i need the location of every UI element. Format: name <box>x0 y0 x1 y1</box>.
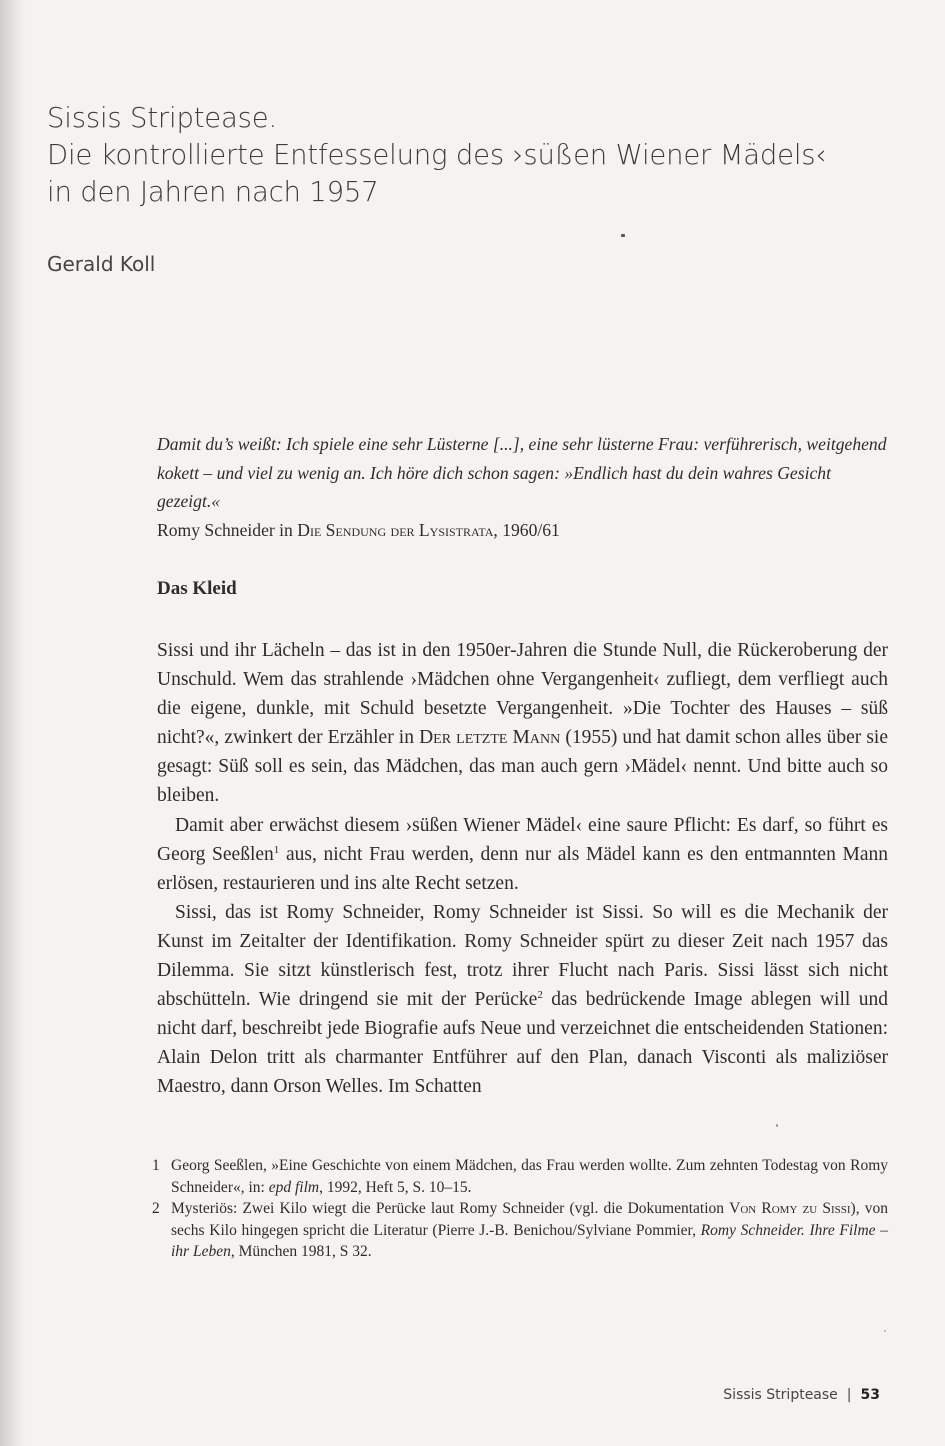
paragraph-text: Sissi, das ist Romy Schneider, Romy Schneider ist Sissi. So will es die Mechanik der Kunst im Zeitalter der Identifikation. Romy Schneider spürt zu dieser Zeit nach 1957 das Dilemma. Sie sitzt künstlerisch fest, trotz ihrer Flucht nach Paris. Sissi lässt sich nicht abschütteln. Wie dringend sie mit der Perücke <box>157 901 888 1011</box>
print-speck <box>884 1330 886 1332</box>
paragraph <box>157 636 888 811</box>
film-title: Der letzte Mann <box>419 727 561 749</box>
page-footer <box>723 1387 880 1403</box>
paragraph-text: aus, nicht Frau werden, denn nur als Mädel kann es den entmannten Mann erlösen, restaurieren und ins alte Recht setzen. <box>157 843 888 894</box>
footnote <box>152 1155 888 1198</box>
author-name: Gerald Koll <box>47 252 156 276</box>
print-speck <box>776 1124 778 1127</box>
epigraph-source-prefix: Romy Schneider in <box>157 519 298 540</box>
paragraph-text: Damit aber erwächst diesem ›süßen Wiener Mädel‹ eine saure Pflicht: Es darf, so führt es Georg Seeßlen <box>157 814 888 865</box>
title-line: in den Jahren nach 1957 <box>47 176 379 208</box>
running-title: Sissis Striptease <box>723 1387 838 1403</box>
epigraph-source <box>157 516 887 545</box>
epigraph <box>157 430 887 544</box>
footnote-part: ), von sechs Kilo hingegen spricht die Literatur (Pierre J.-B. Benichou/Sylviane Pommier, <box>171 1200 888 1239</box>
footnote-part: Mysteriös: Zwei Kilo wiegt die Perücke laut Romy Schneider (vgl. die Dokumentation <box>171 1200 730 1217</box>
section-heading: Das Kleid <box>157 578 237 599</box>
book-title: Romy Schneider. Ihre Filme – ihr Leben <box>171 1221 889 1260</box>
epigraph-source-suffix: , 1960/61 <box>493 519 560 540</box>
journal-title: epd film <box>268 1178 320 1196</box>
page-number: 53 <box>860 1387 880 1403</box>
article-title <box>47 100 907 211</box>
footnote-ref: 1 <box>273 843 280 856</box>
footnote-part: Georg Seeßlen, »Eine Geschichte von einem Mädchen, das Frau werden wollte. Zum zehnten Todestag von Romy Schneider«, in: <box>171 1157 888 1196</box>
title-line: Die kontrollierte Entfesselung des ›süßen Wiener Mädels‹ <box>47 139 827 171</box>
footnote-text <box>171 1198 888 1263</box>
footer-separator: | <box>846 1387 852 1403</box>
paragraph <box>157 811 888 898</box>
paragraph-text: das bedrückende Image ablegen will und nicht darf, beschreibt jede Biografie aufs Neue und verzeichnet die entscheidenden Stationen: Alain Delon tritt als charmanter Entführer auf den Plan, danach Visconti als maliziöser Maestro, dann Orson Welles. Im Schatten <box>157 989 888 1098</box>
body-text <box>157 636 888 1102</box>
epigraph-quote: Damit du’s weißt: Ich spiele eine sehr Lüsterne [...], eine sehr lüsterne Frau: verführerisch, weitgehend kokett – und viel zu wenig an. Ich höre dich schon sagen: »Endlich hast du dein wahres Gesicht gezeigt.« <box>157 434 887 511</box>
footnotes <box>152 1155 888 1263</box>
footnote-ref: 2 <box>537 989 543 1002</box>
title-line: Sissis Striptease. <box>47 102 278 134</box>
print-speck <box>621 234 625 237</box>
epigraph-source-title: Die Sendung der Lysistrata <box>297 519 494 540</box>
footnote-part: , München 1981, S 32. <box>230 1243 372 1260</box>
documentary-title: Von Romy zu Sissi <box>729 1200 851 1217</box>
paragraph-text: (1955) und hat damit schon alles über sie gesagt: Süß soll es sein, das Mädchen, das man auch gern ›Mädel‹ nennt. Und bitte auch so bleiben. <box>157 727 889 807</box>
footnote-number: 1 <box>152 1157 160 1174</box>
paragraph <box>157 898 888 1102</box>
page-gutter-shadow <box>0 0 26 1446</box>
footnote-number: 2 <box>152 1200 160 1217</box>
footnote <box>152 1198 888 1263</box>
paragraph-text: Sissi und ihr Lächeln – das ist in den 1950er-Jahren die Stunde Null, die Rückeroberung der Unschuld. Wem das strahlende ›Mädchen ohne Vergangenheit‹ zufliegt, dem verfliegt auch die eigene, dunkle, mit Schuld besetzte Vergangenheit. »Die Tochter des Hauses – süß nicht?«, zwinkert der Erzähler in <box>157 640 888 749</box>
footnote-text <box>171 1155 888 1198</box>
footnote-part: , 1992, Heft 5, S. 10–15. <box>319 1178 472 1196</box>
